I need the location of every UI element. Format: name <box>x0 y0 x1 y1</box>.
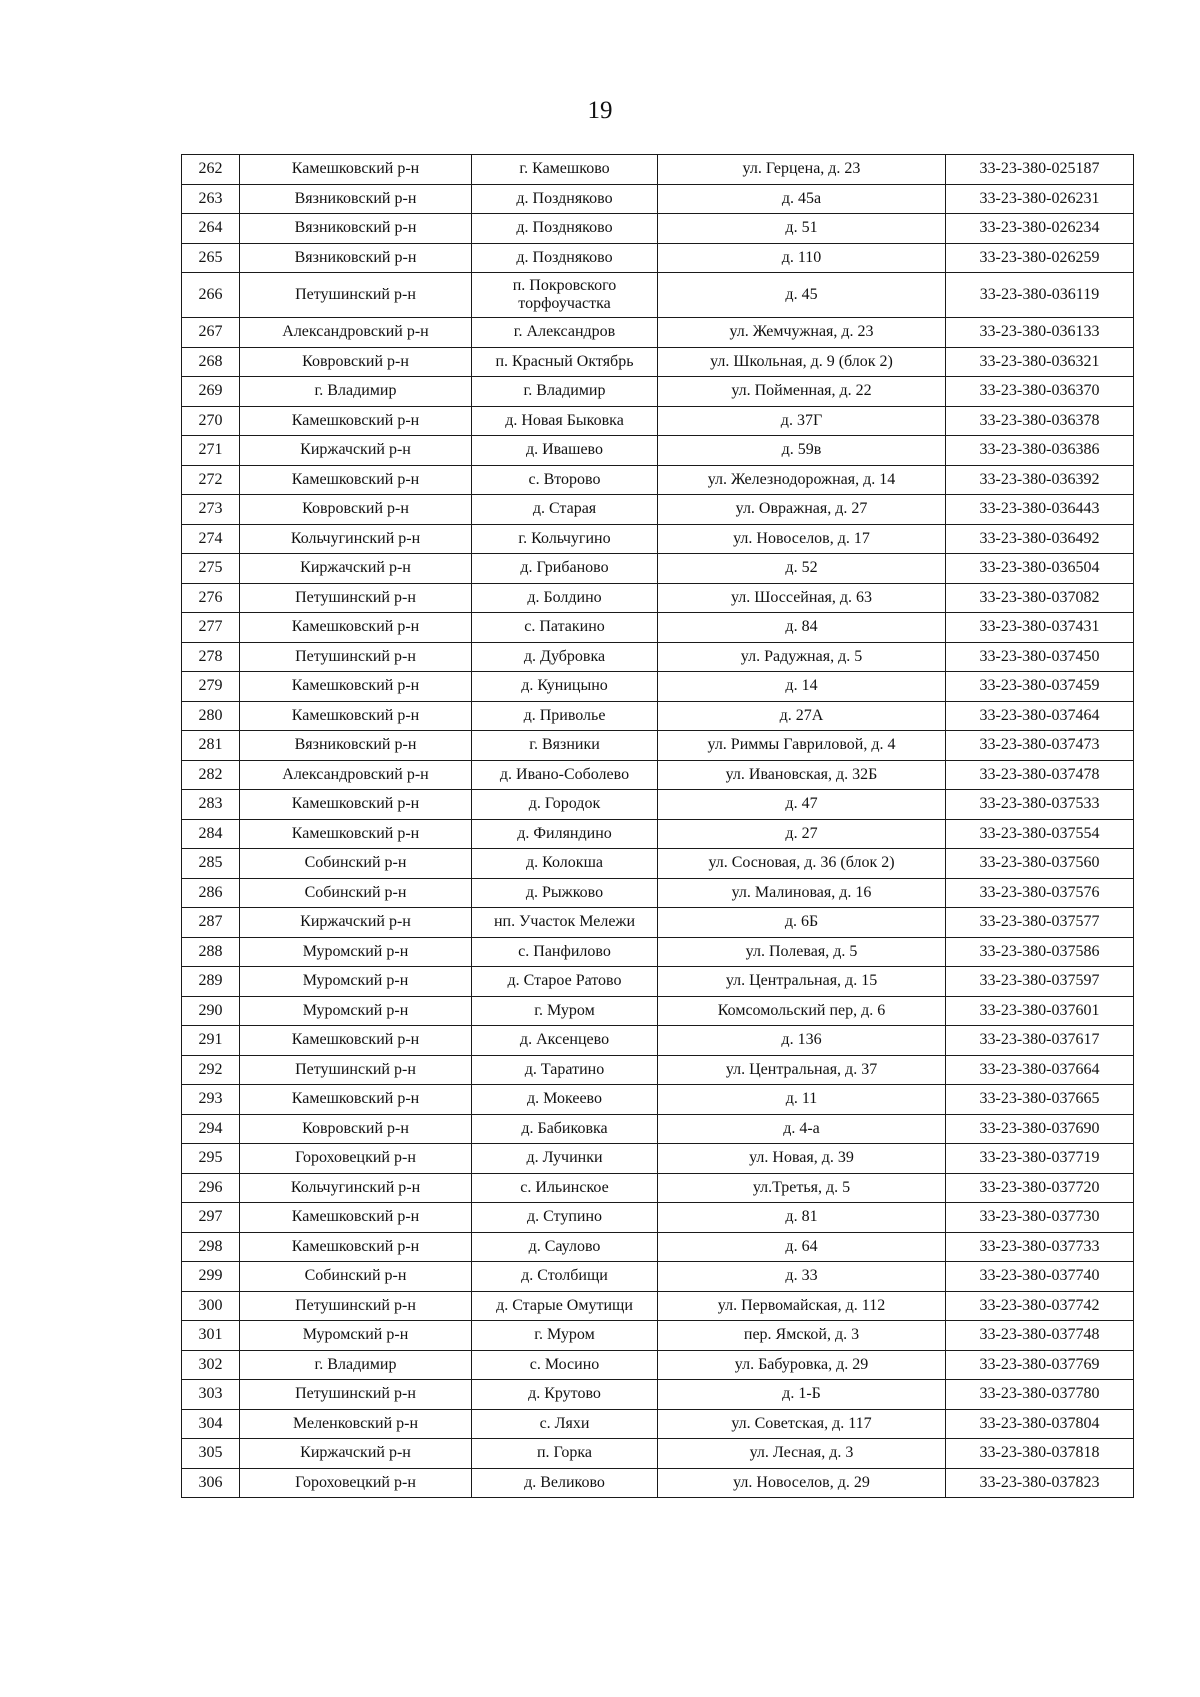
cadastral-code-cell: 33-23-380-037742 <box>946 1291 1134 1321</box>
locality-cell: г. Владимир <box>472 377 658 407</box>
table-row <box>182 495 1134 525</box>
cadastral-code-cell: 33-23-380-037554 <box>946 819 1134 849</box>
locality-cell: д. Старое Ратово <box>472 967 658 997</box>
cadastral-code-cell: 33-23-380-037560 <box>946 849 1134 879</box>
locality-cell: с. Патакино <box>472 613 658 643</box>
row-number-cell: 290 <box>182 996 240 1026</box>
locality-cell: д. Рыжково <box>472 878 658 908</box>
address-cell: ул. Пойменная, д. 22 <box>658 377 946 407</box>
table-body <box>182 155 1134 1498</box>
address-cell: ул. Советская, д. 117 <box>658 1409 946 1439</box>
district-cell: Собинский р-н <box>240 1262 472 1292</box>
locality-cell: д. Поздняково <box>472 243 658 273</box>
row-number-cell: 299 <box>182 1262 240 1292</box>
locality-cell: с. Ильинское <box>472 1173 658 1203</box>
locality-cell: г. Камешково <box>472 155 658 185</box>
locality-cell: д. Старая <box>472 495 658 525</box>
district-cell: г. Владимир <box>240 1350 472 1380</box>
district-cell: Камешковский р-н <box>240 613 472 643</box>
cadastral-code-cell: 33-23-380-036370 <box>946 377 1134 407</box>
address-cell: ул. Бабуровка, д. 29 <box>658 1350 946 1380</box>
address-cell: ул. Лесная, д. 3 <box>658 1439 946 1469</box>
district-cell: Муромский р-н <box>240 1321 472 1351</box>
locality-cell: д. Колокша <box>472 849 658 879</box>
address-cell: д. 27 <box>658 819 946 849</box>
locality-cell: д. Великово <box>472 1468 658 1498</box>
row-number-cell: 285 <box>182 849 240 879</box>
cadastral-code-cell: 33-23-380-036321 <box>946 347 1134 377</box>
locality-cell: д. Лучинки <box>472 1144 658 1174</box>
cadastral-code-cell: 33-23-380-037780 <box>946 1380 1134 1410</box>
district-cell: Камешковский р-н <box>240 1026 472 1056</box>
row-number-cell: 304 <box>182 1409 240 1439</box>
row-number-cell: 286 <box>182 878 240 908</box>
locality-cell: г. Александров <box>472 318 658 348</box>
locality-cell: с. Мосино <box>472 1350 658 1380</box>
table-row <box>182 1439 1134 1469</box>
district-cell: Камешковский р-н <box>240 406 472 436</box>
address-cell: д. 45 <box>658 273 946 318</box>
district-cell: Киржачский р-н <box>240 436 472 466</box>
table-row <box>182 155 1134 185</box>
table-row <box>182 908 1134 938</box>
row-number-cell: 270 <box>182 406 240 436</box>
cadastral-code-cell: 33-23-380-036443 <box>946 495 1134 525</box>
row-number-cell: 284 <box>182 819 240 849</box>
cadastral-code-cell: 33-23-380-037617 <box>946 1026 1134 1056</box>
locality-cell: п. Красный Октябрь <box>472 347 658 377</box>
address-cell: д. 14 <box>658 672 946 702</box>
cadastral-code-cell: 33-23-380-037665 <box>946 1085 1134 1115</box>
address-cell: ул. Жемчужная, д. 23 <box>658 318 946 348</box>
address-cell: ул. Школьная, д. 9 (блок 2) <box>658 347 946 377</box>
table-row <box>182 1262 1134 1292</box>
locality-cell: д. Ивано-Соболево <box>472 760 658 790</box>
locality-cell: д. Дубровка <box>472 642 658 672</box>
district-cell: Гороховецкий р-н <box>240 1144 472 1174</box>
address-cell: ул. Первомайская, д. 112 <box>658 1291 946 1321</box>
table-row <box>182 1173 1134 1203</box>
table-row <box>182 1203 1134 1233</box>
address-cell: ул.Третья, д. 5 <box>658 1173 946 1203</box>
table-row <box>182 273 1134 318</box>
row-number-cell: 289 <box>182 967 240 997</box>
district-cell: Собинский р-н <box>240 878 472 908</box>
row-number-cell: 305 <box>182 1439 240 1469</box>
cadastral-code-cell: 33-23-380-037431 <box>946 613 1134 643</box>
cadastral-code-cell: 33-23-380-037576 <box>946 878 1134 908</box>
address-cell: ул. Ивановская, д. 32Б <box>658 760 946 790</box>
address-cell: ул. Шоссейная, д. 63 <box>658 583 946 613</box>
cadastral-code-cell: 33-23-380-037748 <box>946 1321 1134 1351</box>
cadastral-code-cell: 33-23-380-037586 <box>946 937 1134 967</box>
district-cell: Киржачский р-н <box>240 908 472 938</box>
row-number-cell: 281 <box>182 731 240 761</box>
table-row <box>182 819 1134 849</box>
district-cell: Вязниковский р-н <box>240 184 472 214</box>
table-row <box>182 701 1134 731</box>
row-number-cell: 291 <box>182 1026 240 1056</box>
address-cell: д. 52 <box>658 554 946 584</box>
address-cell: д. 45а <box>658 184 946 214</box>
table-row <box>182 672 1134 702</box>
cadastral-code-cell: 33-23-380-036492 <box>946 524 1134 554</box>
locality-cell: д. Ивашево <box>472 436 658 466</box>
row-number-cell: 283 <box>182 790 240 820</box>
district-cell: Вязниковский р-н <box>240 243 472 273</box>
row-number-cell: 282 <box>182 760 240 790</box>
cadastral-code-cell: 33-23-380-037464 <box>946 701 1134 731</box>
district-cell: Петушинский р-н <box>240 1055 472 1085</box>
address-cell: ул. Железнодорожная, д. 14 <box>658 465 946 495</box>
district-cell: Вязниковский р-н <box>240 731 472 761</box>
table-row <box>182 1321 1134 1351</box>
table-row <box>182 1468 1134 1498</box>
row-number-cell: 277 <box>182 613 240 643</box>
row-number-cell: 297 <box>182 1203 240 1233</box>
table-row <box>182 524 1134 554</box>
table-row <box>182 436 1134 466</box>
district-cell: Камешковский р-н <box>240 819 472 849</box>
address-cell: д. 47 <box>658 790 946 820</box>
address-cell: д. 33 <box>658 1262 946 1292</box>
locality-cell: д. Столбищи <box>472 1262 658 1292</box>
address-cell: ул. Радужная, д. 5 <box>658 642 946 672</box>
district-cell: Камешковский р-н <box>240 790 472 820</box>
locality-cell: д. Новая Быковка <box>472 406 658 436</box>
row-number-cell: 298 <box>182 1232 240 1262</box>
locality-cell: д. Мокеево <box>472 1085 658 1115</box>
row-number-cell: 273 <box>182 495 240 525</box>
address-cell: д. 27А <box>658 701 946 731</box>
row-number-cell: 300 <box>182 1291 240 1321</box>
address-cell: пер. Ямской, д. 3 <box>658 1321 946 1351</box>
cadastral-code-cell: 33-23-380-037459 <box>946 672 1134 702</box>
table-row <box>182 849 1134 879</box>
registry-table <box>181 154 1134 1498</box>
table-row <box>182 214 1134 244</box>
district-cell: Петушинский р-н <box>240 273 472 318</box>
district-cell: Собинский р-н <box>240 849 472 879</box>
locality-cell: д. Крутово <box>472 1380 658 1410</box>
address-cell: ул. Центральная, д. 15 <box>658 967 946 997</box>
cadastral-code-cell: 33-23-380-037823 <box>946 1468 1134 1498</box>
row-number-cell: 267 <box>182 318 240 348</box>
cadastral-code-cell: 33-23-380-037818 <box>946 1439 1134 1469</box>
cadastral-code-cell: 33-23-380-037597 <box>946 967 1134 997</box>
locality-cell: д. Таратино <box>472 1055 658 1085</box>
cadastral-code-cell: 33-23-380-036504 <box>946 554 1134 584</box>
address-cell: ул. Новая, д. 39 <box>658 1144 946 1174</box>
locality-cell: д. Саулово <box>472 1232 658 1262</box>
address-cell: д. 64 <box>658 1232 946 1262</box>
row-number-cell: 288 <box>182 937 240 967</box>
table-row <box>182 1380 1134 1410</box>
address-cell: д. 6Б <box>658 908 946 938</box>
row-number-cell: 274 <box>182 524 240 554</box>
locality-cell: д. Ступино <box>472 1203 658 1233</box>
district-cell: Петушинский р-н <box>240 1380 472 1410</box>
table-row <box>182 878 1134 908</box>
locality-cell: д. Болдино <box>472 583 658 613</box>
cadastral-code-cell: 33-23-380-037730 <box>946 1203 1134 1233</box>
cadastral-code-cell: 33-23-380-036392 <box>946 465 1134 495</box>
district-cell: Киржачский р-н <box>240 1439 472 1469</box>
district-cell: Александровский р-н <box>240 760 472 790</box>
district-cell: Александровский р-н <box>240 318 472 348</box>
table-row <box>182 1026 1134 1056</box>
address-cell: д. 59в <box>658 436 946 466</box>
address-cell: ул. Центральная, д. 37 <box>658 1055 946 1085</box>
cadastral-code-cell: 33-23-380-037473 <box>946 731 1134 761</box>
row-number-cell: 266 <box>182 273 240 318</box>
district-cell: Камешковский р-н <box>240 1232 472 1262</box>
cadastral-code-cell: 33-23-380-025187 <box>946 155 1134 185</box>
district-cell: Камешковский р-н <box>240 465 472 495</box>
address-cell: ул. Герцена, д. 23 <box>658 155 946 185</box>
row-number-cell: 265 <box>182 243 240 273</box>
row-number-cell: 280 <box>182 701 240 731</box>
district-cell: Камешковский р-н <box>240 1203 472 1233</box>
table-row <box>182 1055 1134 1085</box>
address-cell: д. 84 <box>658 613 946 643</box>
row-number-cell: 269 <box>182 377 240 407</box>
locality-cell: д. Приволье <box>472 701 658 731</box>
table-row <box>182 347 1134 377</box>
table-row <box>182 1144 1134 1174</box>
row-number-cell: 264 <box>182 214 240 244</box>
address-cell: д. 37Г <box>658 406 946 436</box>
table-row <box>182 1085 1134 1115</box>
locality-cell: д. Бабиковка <box>472 1114 658 1144</box>
table-row <box>182 406 1134 436</box>
table-row <box>182 790 1134 820</box>
cadastral-code-cell: 33-23-380-037804 <box>946 1409 1134 1439</box>
cadastral-code-cell: 33-23-380-036133 <box>946 318 1134 348</box>
address-cell: Комсомольский пер, д. 6 <box>658 996 946 1026</box>
cadastral-code-cell: 33-23-380-037720 <box>946 1173 1134 1203</box>
row-number-cell: 272 <box>182 465 240 495</box>
table-row <box>182 642 1134 672</box>
page-number: 19 <box>587 97 613 124</box>
address-cell: ул. Риммы Гавриловой, д. 4 <box>658 731 946 761</box>
cadastral-code-cell: 33-23-380-037719 <box>946 1144 1134 1174</box>
cadastral-code-cell: 33-23-380-026259 <box>946 243 1134 273</box>
locality-cell: д. Филяндино <box>472 819 658 849</box>
district-cell: Ковровский р-н <box>240 495 472 525</box>
row-number-cell: 268 <box>182 347 240 377</box>
table-row <box>182 1409 1134 1439</box>
row-number-cell: 271 <box>182 436 240 466</box>
row-number-cell: 302 <box>182 1350 240 1380</box>
address-cell: д. 4-а <box>658 1114 946 1144</box>
row-number-cell: 263 <box>182 184 240 214</box>
address-cell: д. 51 <box>658 214 946 244</box>
district-cell: Вязниковский р-н <box>240 214 472 244</box>
cadastral-code-cell: 33-23-380-037082 <box>946 583 1134 613</box>
address-cell: д. 81 <box>658 1203 946 1233</box>
district-cell: Камешковский р-н <box>240 1085 472 1115</box>
locality-cell: г. Кольчугино <box>472 524 658 554</box>
locality-cell: п. Горка <box>472 1439 658 1469</box>
table-row <box>182 967 1134 997</box>
district-cell: Петушинский р-н <box>240 642 472 672</box>
district-cell: Кольчугинский р-н <box>240 524 472 554</box>
district-cell: Муромский р-н <box>240 967 472 997</box>
district-cell: Гороховецкий р-н <box>240 1468 472 1498</box>
cadastral-code-cell: 33-23-380-037601 <box>946 996 1134 1026</box>
table-row <box>182 1114 1134 1144</box>
address-cell: д. 11 <box>658 1085 946 1115</box>
cadastral-code-cell: 33-23-380-037690 <box>946 1114 1134 1144</box>
cadastral-code-cell: 33-23-380-036378 <box>946 406 1134 436</box>
row-number-cell: 295 <box>182 1144 240 1174</box>
district-cell: Кольчугинский р-н <box>240 1173 472 1203</box>
locality-cell: д. Грибаново <box>472 554 658 584</box>
row-number-cell: 262 <box>182 155 240 185</box>
table-row <box>182 996 1134 1026</box>
cadastral-code-cell: 33-23-380-026231 <box>946 184 1134 214</box>
district-cell: Камешковский р-н <box>240 155 472 185</box>
row-number-cell: 287 <box>182 908 240 938</box>
row-number-cell: 301 <box>182 1321 240 1351</box>
row-number-cell: 279 <box>182 672 240 702</box>
locality-cell: д. Старые Омутищи <box>472 1291 658 1321</box>
table-row <box>182 377 1134 407</box>
row-number-cell: 294 <box>182 1114 240 1144</box>
locality-cell: г. Муром <box>472 996 658 1026</box>
locality-cell: нп. Участок Мележи <box>472 908 658 938</box>
district-cell: Камешковский р-н <box>240 701 472 731</box>
locality-cell: д. Городок <box>472 790 658 820</box>
table-row <box>182 554 1134 584</box>
district-cell: Ковровский р-н <box>240 347 472 377</box>
district-cell: Меленковский р-н <box>240 1409 472 1439</box>
district-cell: Камешковский р-н <box>240 672 472 702</box>
table-row <box>182 1291 1134 1321</box>
cadastral-code-cell: 33-23-380-037733 <box>946 1232 1134 1262</box>
table-row <box>182 760 1134 790</box>
locality-cell: с. Ляхи <box>472 1409 658 1439</box>
address-cell: д. 1-Б <box>658 1380 946 1410</box>
table-row <box>182 613 1134 643</box>
district-cell: Петушинский р-н <box>240 1291 472 1321</box>
locality-cell: п. Покровского торфоучастка <box>472 273 658 318</box>
row-number-cell: 292 <box>182 1055 240 1085</box>
cadastral-code-cell: 33-23-380-036119 <box>946 273 1134 318</box>
district-cell: Муромский р-н <box>240 937 472 967</box>
row-number-cell: 278 <box>182 642 240 672</box>
address-cell: ул. Новоселов, д. 29 <box>658 1468 946 1498</box>
cadastral-code-cell: 33-23-380-037450 <box>946 642 1134 672</box>
cadastral-code-cell: 33-23-380-037740 <box>946 1262 1134 1292</box>
table-row <box>182 731 1134 761</box>
locality-cell: д. Поздняково <box>472 214 658 244</box>
locality-cell: г. Муром <box>472 1321 658 1351</box>
table-row <box>182 1232 1134 1262</box>
table-row <box>182 184 1134 214</box>
row-number-cell: 303 <box>182 1380 240 1410</box>
table-row <box>182 243 1134 273</box>
table-row <box>182 465 1134 495</box>
address-cell: ул. Полевая, д. 5 <box>658 937 946 967</box>
row-number-cell: 275 <box>182 554 240 584</box>
table-row <box>182 937 1134 967</box>
district-cell: г. Владимир <box>240 377 472 407</box>
row-number-cell: 293 <box>182 1085 240 1115</box>
cadastral-code-cell: 33-23-380-036386 <box>946 436 1134 466</box>
cadastral-code-cell: 33-23-380-037664 <box>946 1055 1134 1085</box>
locality-cell: г. Вязники <box>472 731 658 761</box>
cadastral-code-cell: 33-23-380-026234 <box>946 214 1134 244</box>
locality-cell: д. Аксенцево <box>472 1026 658 1056</box>
address-cell: ул. Новоселов, д. 17 <box>658 524 946 554</box>
district-cell: Ковровский р-н <box>240 1114 472 1144</box>
table-row <box>182 583 1134 613</box>
address-cell: ул. Малиновая, д. 16 <box>658 878 946 908</box>
locality-cell: с. Второво <box>472 465 658 495</box>
district-cell: Муромский р-н <box>240 996 472 1026</box>
locality-cell: с. Панфилово <box>472 937 658 967</box>
cadastral-code-cell: 33-23-380-037478 <box>946 760 1134 790</box>
address-cell: ул. Сосновая, д. 36 (блок 2) <box>658 849 946 879</box>
district-cell: Киржачский р-н <box>240 554 472 584</box>
address-cell: д. 110 <box>658 243 946 273</box>
locality-cell: д. Куницыно <box>472 672 658 702</box>
cadastral-code-cell: 33-23-380-037577 <box>946 908 1134 938</box>
row-number-cell: 306 <box>182 1468 240 1498</box>
cadastral-code-cell: 33-23-380-037533 <box>946 790 1134 820</box>
table-row <box>182 318 1134 348</box>
cadastral-code-cell: 33-23-380-037769 <box>946 1350 1134 1380</box>
address-cell: д. 136 <box>658 1026 946 1056</box>
row-number-cell: 296 <box>182 1173 240 1203</box>
row-number-cell: 276 <box>182 583 240 613</box>
locality-cell: д. Поздняково <box>472 184 658 214</box>
table-row <box>182 1350 1134 1380</box>
address-cell: ул. Овражная, д. 27 <box>658 495 946 525</box>
district-cell: Петушинский р-н <box>240 583 472 613</box>
